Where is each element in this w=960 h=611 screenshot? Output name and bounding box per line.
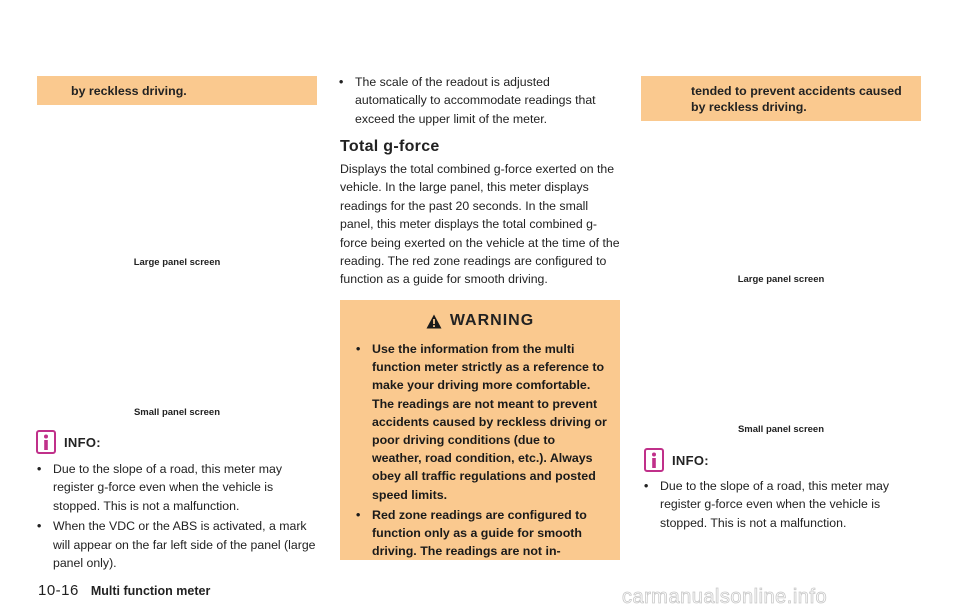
col3-info-list [644, 477, 926, 534]
col2-top-bullet [339, 73, 619, 130]
col1-warning-continuation-box [37, 76, 317, 105]
page-footer [38, 582, 210, 599]
col1-caption-large-panel: Large panel screen [133, 257, 221, 268]
col3-info-label: INFO: [672, 452, 709, 468]
col2-body-paragraph: Displays the total combined g-force exerted on the vehicle. In the large panel, this meter displays readings for the past 20 seconds. In the small panel, this meter displays the total combined g-force being exerted on the vehicle at the time of the reading. The red zone readings are configured to function as a guide for smooth driving. [340, 162, 620, 287]
col2-scale-bullet: • The scale of the readout is adjusted automatically to accommodate readings that exceed the upper limit of the meter. [339, 73, 619, 128]
warning-header [340, 312, 620, 330]
col1-warning-continuation-text: by reckless driving. [71, 84, 187, 98]
col3-warning-continuation-text: tended to prevent accidents caused by reckless driving. [691, 84, 902, 114]
col3-info-bullet: • Due to the slope of a road, this meter may register g-force even when the vehicle is stopped. This is not a malfunction. [644, 477, 926, 532]
col2-section-heading: Total g-force [340, 138, 440, 155]
info-icon [644, 448, 664, 472]
col1-info-bullet: • Due to the slope of a road, this meter may register g-force even when the vehicle is stopped. This is not a malfunction. [37, 460, 319, 515]
col3-info-header [644, 448, 709, 472]
warning-bullet: • Use the information from the multi function meter strictly as a reference to make your driving more comfortable. The readings are not meant to prevent accidents caused by reckless driving or poor driving conditions (due to weather, road condition, etc.). Always obey all traffic regulations and posted speed limits. [352, 340, 608, 504]
col1-info-list [37, 460, 319, 574]
page-number: 10-16 [38, 582, 79, 599]
col3-caption-large-panel: Large panel screen [737, 274, 825, 285]
warning-triangle-icon [426, 314, 442, 329]
watermark: carmanualsonline.info [622, 586, 828, 608]
warning-bullet: • Red zone readings are configured to function only as a guide for smooth driving. The readings are not in- [352, 506, 608, 561]
col3-warning-continuation-box [641, 76, 921, 121]
section-title: Multi function meter [90, 584, 211, 598]
col1-info-header [36, 430, 101, 454]
info-icon [36, 430, 56, 454]
col1-info-bullet: • When the VDC or the ABS is activated, a mark will appear on the far left side of the panel (large panel only). [37, 517, 319, 572]
warning-box [340, 300, 620, 560]
col3-caption-small-panel: Small panel screen [737, 424, 825, 435]
col1-info-label: INFO: [64, 434, 101, 450]
warning-list [340, 330, 620, 560]
warning-title: WARNING [449, 312, 535, 329]
col1-caption-small-panel: Small panel screen [133, 407, 221, 418]
